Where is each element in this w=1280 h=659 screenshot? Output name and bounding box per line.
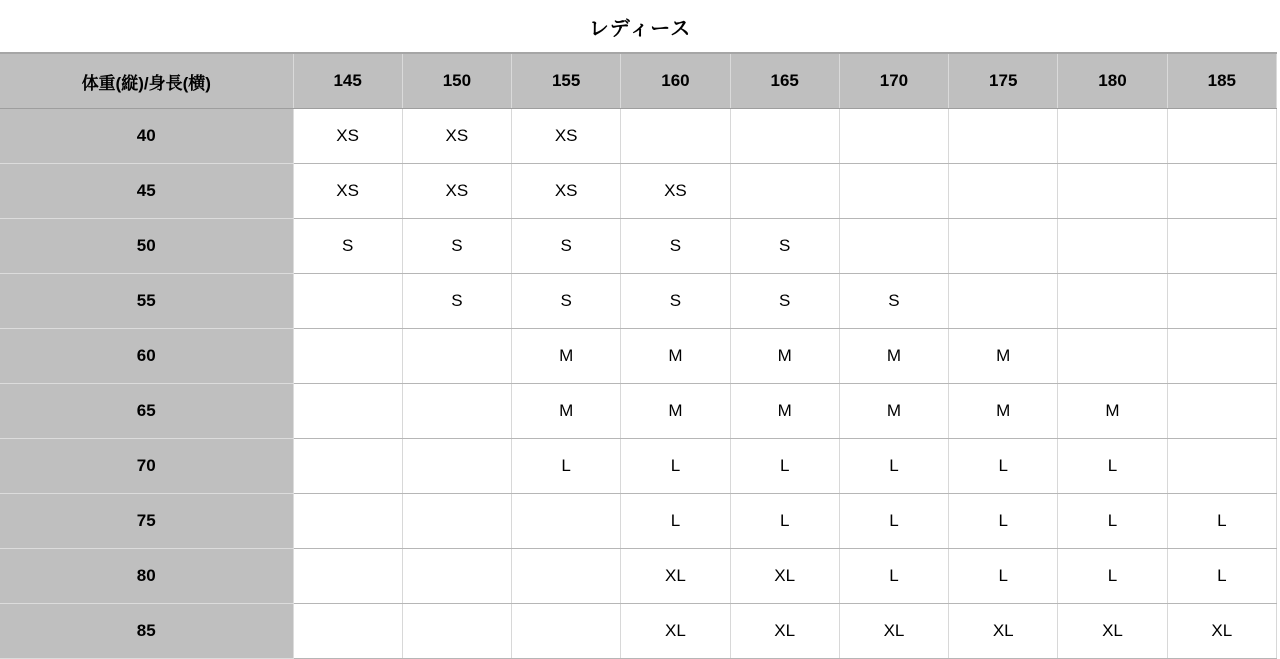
size-cell: L	[949, 494, 1058, 549]
size-cell	[949, 274, 1058, 329]
weight-label-cell: 40	[0, 109, 293, 164]
header-row	[0, 53, 1277, 109]
size-cell: XS	[402, 109, 511, 164]
height-header-cell: 150	[402, 53, 511, 109]
table-row	[0, 439, 1277, 494]
size-cell: XS	[512, 109, 621, 164]
size-cell: L	[949, 439, 1058, 494]
size-cell: S	[730, 219, 839, 274]
size-cell: S	[402, 274, 511, 329]
size-cell: S	[621, 274, 730, 329]
size-cell	[949, 219, 1058, 274]
weight-label-cell: 60	[0, 329, 293, 384]
size-cell: S	[402, 219, 511, 274]
table-row	[0, 549, 1277, 604]
size-cell	[293, 604, 402, 659]
size-cell: XS	[402, 164, 511, 219]
size-cell	[730, 109, 839, 164]
height-header-cell: 175	[949, 53, 1058, 109]
table-row	[0, 164, 1277, 219]
size-cell	[293, 274, 402, 329]
size-cell: S	[730, 274, 839, 329]
size-cell: XL	[949, 604, 1058, 659]
table-row	[0, 494, 1277, 549]
height-header-cell: 155	[512, 53, 621, 109]
size-cell: L	[949, 549, 1058, 604]
size-cell	[1058, 109, 1167, 164]
size-cell: L	[621, 494, 730, 549]
size-cell: S	[512, 274, 621, 329]
size-cell	[1167, 219, 1276, 274]
height-header-cell: 165	[730, 53, 839, 109]
size-cell	[621, 109, 730, 164]
table-row	[0, 109, 1277, 164]
size-table-header	[0, 53, 1277, 109]
weight-label-cell: 85	[0, 604, 293, 659]
size-cell	[1167, 274, 1276, 329]
size-cell: M	[730, 329, 839, 384]
size-cell: XL	[621, 604, 730, 659]
size-cell	[512, 604, 621, 659]
size-cell	[1167, 329, 1276, 384]
weight-label-cell: 75	[0, 494, 293, 549]
size-cell	[293, 329, 402, 384]
size-cell	[402, 329, 511, 384]
table-row	[0, 274, 1277, 329]
size-cell: M	[621, 384, 730, 439]
size-cell	[293, 439, 402, 494]
size-cell	[730, 164, 839, 219]
size-cell	[1167, 109, 1276, 164]
table-row	[0, 219, 1277, 274]
size-cell	[1167, 384, 1276, 439]
size-cell: L	[839, 439, 948, 494]
size-cell	[839, 109, 948, 164]
size-cell: M	[839, 384, 948, 439]
size-cell	[1058, 219, 1167, 274]
size-cell: XS	[512, 164, 621, 219]
size-table-body	[0, 109, 1277, 659]
size-cell: L	[512, 439, 621, 494]
table-row	[0, 384, 1277, 439]
size-cell	[402, 384, 511, 439]
size-cell: L	[1058, 549, 1167, 604]
size-cell: L	[621, 439, 730, 494]
size-cell: XL	[621, 549, 730, 604]
size-cell	[1167, 164, 1276, 219]
height-header-cell: 180	[1058, 53, 1167, 109]
size-cell	[949, 164, 1058, 219]
size-cell: M	[730, 384, 839, 439]
size-cell	[1058, 329, 1167, 384]
weight-label-cell: 65	[0, 384, 293, 439]
size-cell: M	[512, 329, 621, 384]
weight-label-cell: 50	[0, 219, 293, 274]
weight-label-cell: 70	[0, 439, 293, 494]
size-cell: XL	[1058, 604, 1167, 659]
size-cell: M	[621, 329, 730, 384]
size-cell: XL	[839, 604, 948, 659]
size-cell: XL	[730, 549, 839, 604]
size-cell	[1058, 274, 1167, 329]
size-cell: S	[839, 274, 948, 329]
size-cell: M	[839, 329, 948, 384]
table-row	[0, 329, 1277, 384]
height-header-cell: 185	[1167, 53, 1276, 109]
size-cell	[949, 109, 1058, 164]
weight-label-cell: 80	[0, 549, 293, 604]
size-cell	[402, 439, 511, 494]
size-cell: M	[949, 384, 1058, 439]
corner-header-cell: 体重(縦)/身長(横)	[0, 53, 293, 109]
height-header-cell: 170	[839, 53, 948, 109]
size-cell: S	[621, 219, 730, 274]
size-cell	[402, 604, 511, 659]
size-cell	[839, 219, 948, 274]
size-cell: L	[730, 494, 839, 549]
weight-label-cell: 45	[0, 164, 293, 219]
size-cell: XS	[293, 164, 402, 219]
height-header-cell: 160	[621, 53, 730, 109]
size-cell: S	[512, 219, 621, 274]
size-cell	[1167, 439, 1276, 494]
size-cell: XS	[621, 164, 730, 219]
size-cell	[1058, 164, 1167, 219]
size-cell: XS	[293, 109, 402, 164]
size-cell	[512, 494, 621, 549]
size-cell: M	[512, 384, 621, 439]
table-row	[0, 604, 1277, 659]
size-cell: L	[1058, 439, 1167, 494]
size-cell: S	[293, 219, 402, 274]
size-cell	[402, 494, 511, 549]
size-cell	[512, 549, 621, 604]
size-cell	[293, 494, 402, 549]
size-cell: M	[949, 329, 1058, 384]
size-table	[0, 52, 1277, 659]
size-cell	[293, 549, 402, 604]
size-cell	[293, 384, 402, 439]
size-cell: L	[1167, 549, 1276, 604]
size-cell: L	[1058, 494, 1167, 549]
size-cell	[839, 164, 948, 219]
size-cell	[402, 549, 511, 604]
size-cell: M	[1058, 384, 1167, 439]
size-cell: L	[839, 494, 948, 549]
chart-title: レディース	[588, 17, 692, 40]
size-cell: XL	[1167, 604, 1276, 659]
height-header-cell: 145	[293, 53, 402, 109]
size-cell: L	[839, 549, 948, 604]
size-cell: L	[730, 439, 839, 494]
weight-label-cell: 55	[0, 274, 293, 329]
size-cell: XL	[730, 604, 839, 659]
size-cell: L	[1167, 494, 1276, 549]
